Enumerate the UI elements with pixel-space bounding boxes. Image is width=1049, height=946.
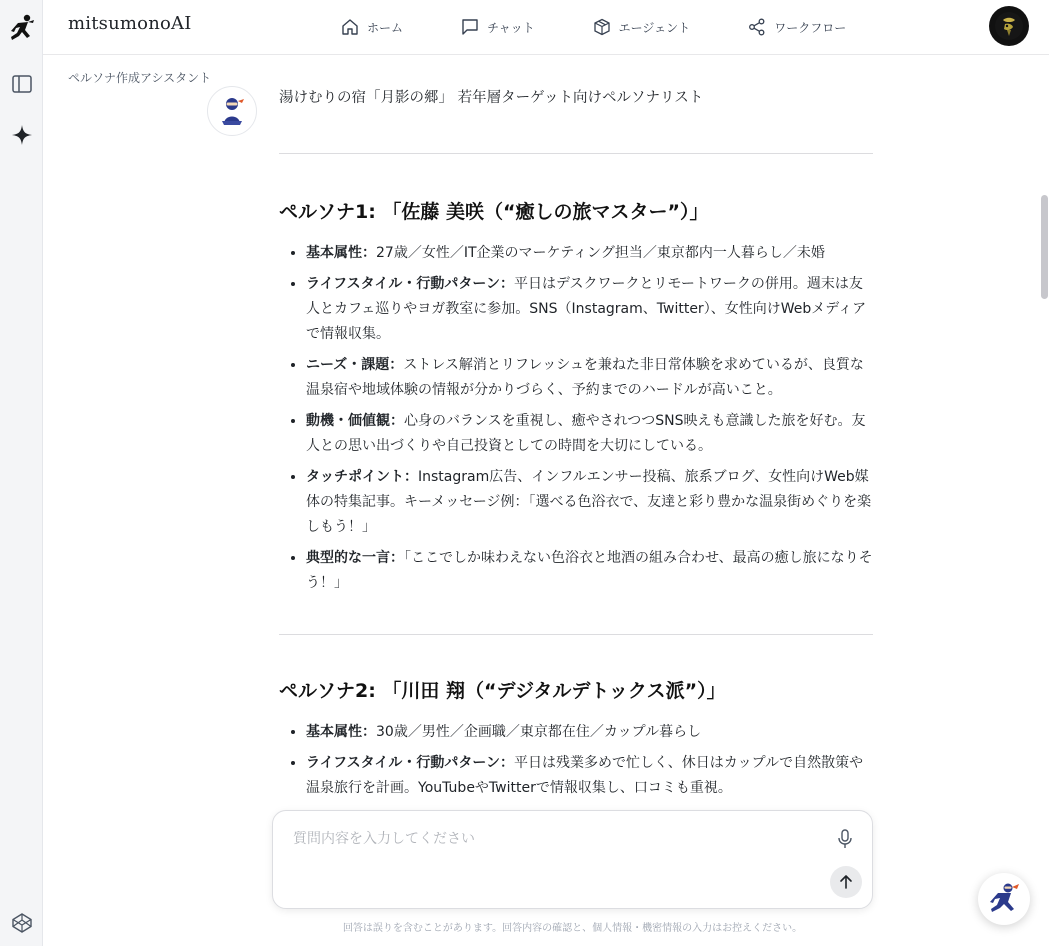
nav-item-chat[interactable] [461,18,535,36]
left-rail [0,0,43,946]
scrollbar[interactable] [1039,55,1049,946]
workflow-share-icon [748,18,766,36]
home-icon [341,18,359,36]
persona-attribute-list [279,241,873,596]
list-item: • ライフスタイル・行動パターン：平日はデスクワークとリモートワークの併用。週末は友人とカフェ巡りやヨガ教室に参加。SNS（Instagram、Twitter）、女性向けWebメディアで情報収集。 [306,272,873,347]
divider [279,153,873,154]
nav-item-workflow[interactable] [748,18,846,36]
microphone-icon[interactable] [834,828,856,850]
chat-icon [461,18,479,36]
send-button[interactable] [830,866,862,898]
nav-item-home[interactable] [341,18,403,36]
nav-item-label: チャット [487,20,535,35]
scrollbar-thumb[interactable] [1041,195,1048,299]
list-item: • タッチポイント：Instagram広告、インフルエンサー投稿、旅系ブログ、女性向けWeb媒体の特集記事。キーメッセージ例：「選べる色浴衣で、友達と彩り豊かな温泉街めぐりを楽しもう！」 [306,465,873,540]
nav-item-label: ホーム [367,20,404,35]
arrow-up-icon [838,874,854,890]
running-ninja-logo-icon[interactable] [0,12,43,46]
ninja-bot-icon [218,96,246,126]
brand-name[interactable]: mitsumonoAI [68,13,192,34]
nav-item-agent[interactable] [593,18,691,36]
persona-heading: ペルソナ1: 「佐藤 美咲（“癒しの旅マスター”）」 [279,201,709,223]
list-item: • 動機・価値観：心身のバランスを重視し、癒やされつつSNS映えも意識した旅を好む。友人との思い出づくりや自己投資としての時間を大切にしている。 [306,409,873,459]
question-input[interactable] [293,827,813,851]
sparkle-icon[interactable] [0,120,43,150]
message-title: 湯けむりの宿「月影の郷」 若年層ターゲット向けペルソナリスト [279,90,704,106]
disclaimer-text: 回答は誤りを含むことがあります。回答内容の確認と、個人情報・機密情報の入力はお控えください。 [342,923,803,934]
nav-item-label: エージェント [618,20,691,35]
agent-cube-icon [593,18,611,36]
nav-item-label: ワークフロー [774,20,847,35]
running-ninja-mascot-icon [986,881,1022,917]
floating-assistant-button[interactable] [978,873,1030,925]
bot-avatar [207,86,257,136]
list-item: • 典型的な一言：「ここでしか味わえない色浴衣と地酒の組み合わせ、最高の癒し旅になりそう！」 [306,546,873,596]
top-header [43,0,1049,55]
list-item: • ライフスタイル・行動パターン：平日は残業多めで忙しく、休日はカップルで自然散策や温泉旅行を計画。YouTubeやTwitterで情報収集し、口コミも重視。 [306,751,873,801]
chat-composer [272,810,873,909]
persona-heading: ペルソナ2: 「川田 翔（“デジタルデトックス派”）」 [279,680,726,702]
assistant-message [279,87,873,807]
divider [279,634,873,635]
persona-attribute-list [279,720,873,801]
codepen-cube-icon[interactable] [0,908,43,938]
user-avatar[interactable] [989,6,1029,46]
agent-name-label: ペルソナ作成アシスタント [68,71,212,85]
list-item: • 基本属性：27歳／女性／IT企業のマーケティング担当／東京都内一人暮らし／未婚 [306,241,873,266]
top-nav [341,0,904,54]
list-item: • ニーズ・課題：ストレス解消とリフレッシュを兼ねた非日常体験を求めているが、良質な温泉宿や地域体験の情報が分かりづらく、予約までのハードルが高いこと。 [306,353,873,403]
list-item: • 基本属性：30歳／男性／企画職／東京都在住／カップル暮らし [306,720,873,745]
sidebar-toggle-icon[interactable] [0,70,43,98]
